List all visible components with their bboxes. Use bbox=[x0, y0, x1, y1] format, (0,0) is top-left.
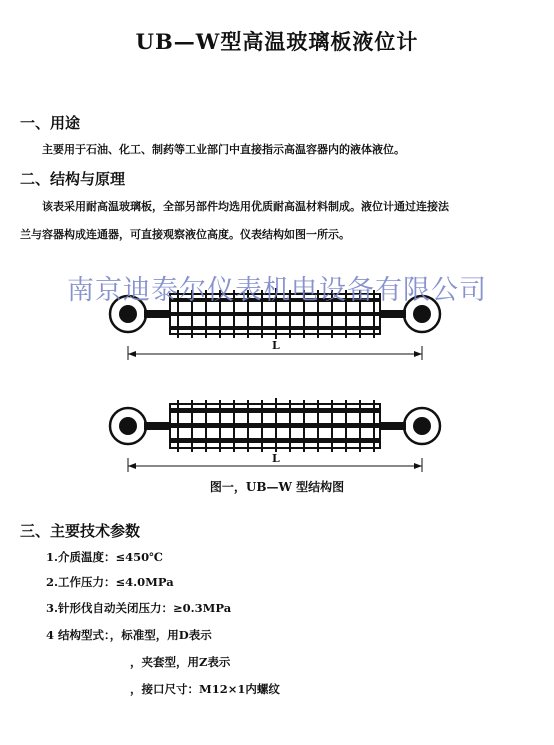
param-needle-valve-pressure: 3.针形伐自动关闭压力：≥0.3MPa bbox=[46, 601, 232, 615]
section-heading-structure: 二、结构与原理 bbox=[20, 170, 126, 188]
usage-paragraph: 主要用于石油、化工、制药等工业部门中直接指示高温容器内的液体液位。 bbox=[42, 143, 405, 156]
param-structure-type: 4 结构型式：，标准型，用D表示 bbox=[46, 628, 212, 642]
param-medium-temperature: 1.介质温度：≤450℃ bbox=[46, 550, 163, 564]
structure-paragraph-line-1: 该表采用耐高温玻璃板，全部另部件均选用优质耐高温材料制成。液位计通过连接法 bbox=[42, 200, 449, 213]
param-connection-size: ，接口尺寸：M12×1内螺纹 bbox=[130, 682, 280, 696]
section-heading-usage: 一、用途 bbox=[20, 114, 81, 132]
dimension-label-top: L bbox=[272, 339, 280, 352]
figure-caption: 图一，UB—W 型结构图 bbox=[209, 480, 345, 494]
param-working-pressure: 2.工作压力：≤4.0MPa bbox=[46, 575, 174, 589]
param-structure-jacket: ，夹套型，用Z表示 bbox=[130, 655, 231, 669]
section-heading-parameters: 三、主要技术参数 bbox=[20, 522, 141, 540]
page-title: UB—W型高温玻璃板液位计 bbox=[135, 29, 419, 54]
company-watermark: 南京迪泰尔仪表机电设备有限公司 bbox=[67, 275, 487, 306]
dimension-label-bottom: L bbox=[272, 452, 280, 465]
structure-paragraph-line-2: 兰与容器构成连通器，可直接观察液位高度。仪表结构如图一所示。 bbox=[20, 228, 350, 241]
